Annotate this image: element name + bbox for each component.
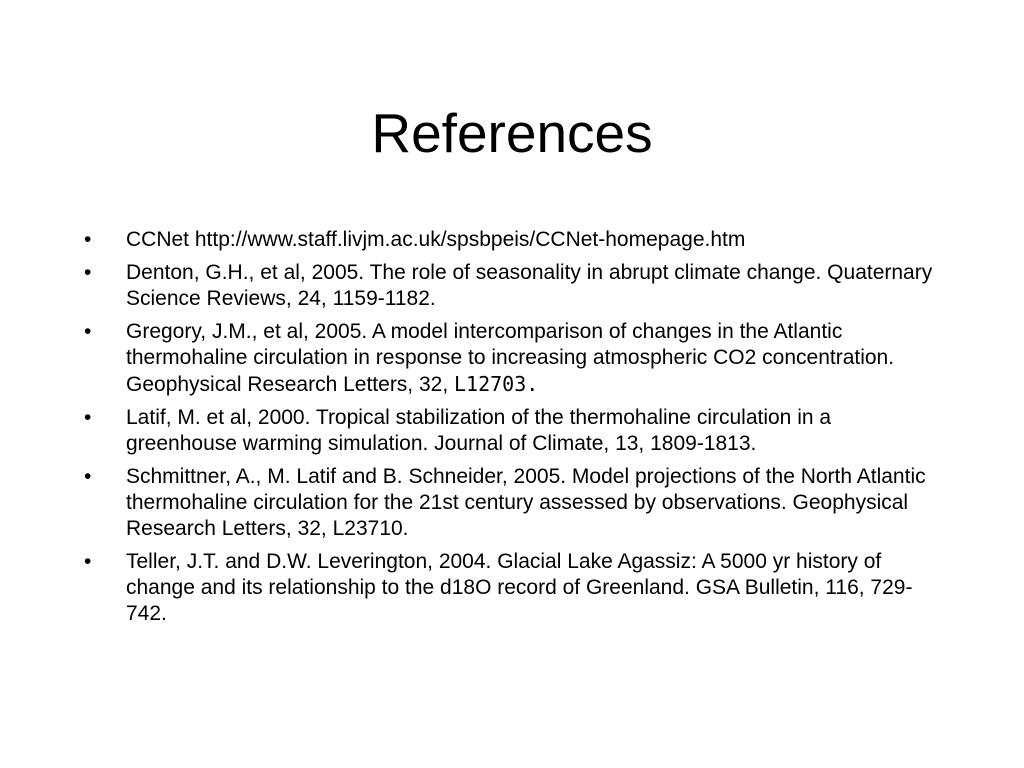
bullet-icon: • bbox=[84, 550, 92, 573]
reference-article-id: L12703. bbox=[454, 372, 539, 396]
reference-text: Latif, M. et al, 2000. Tropical stabilization of the thermohaline circulation in a greenhouse warming simulation. Journal of Climate, 13, 1809-1813. bbox=[126, 406, 832, 455]
reference-item bbox=[84, 464, 944, 542]
bullet-icon: • bbox=[84, 465, 92, 488]
reference-text: Gregory, J.M., et al, 2005. A model intercomparison of changes in the Atlantic thermohaline circulation in response to increasing atmospheric CO2 concentration. Geophysical Research Letters, 32, bbox=[126, 320, 895, 396]
bullet-icon: • bbox=[84, 320, 92, 343]
slide-title: References bbox=[371, 102, 653, 164]
bullet-icon: • bbox=[84, 261, 92, 284]
reference-item bbox=[84, 549, 944, 627]
reference-text: Schmittner, A., M. Latif and B. Schneider, 2005. Model projections of the North Atlantic thermohaline circulation for the 21st century assessed by observations. Geophysical Research Letters, 32, L23710. bbox=[126, 465, 926, 540]
reference-item bbox=[84, 260, 944, 312]
reference-item bbox=[84, 319, 944, 398]
reference-item bbox=[84, 227, 944, 253]
reference-text: CCNet http://www.staff.livjm.ac.uk/spsbpeis/CCNet-homepage.htm bbox=[126, 228, 746, 251]
reference-item bbox=[84, 405, 944, 457]
bullet-icon: • bbox=[84, 406, 92, 429]
reference-list bbox=[84, 227, 944, 634]
reference-text: Denton, G.H., et al, 2005. The role of seasonality in abrupt climate change. Quaternary Science Reviews, 24, 1159-1182. bbox=[126, 261, 933, 310]
reference-text: Teller, J.T. and D.W. Leverington, 2004. Glacial Lake Agassiz: A 5000 yr history of change and its relationship to the d18O record of Greenland. GSA Bulletin, 116, 729-742. bbox=[126, 550, 913, 625]
bullet-icon: • bbox=[84, 228, 92, 251]
